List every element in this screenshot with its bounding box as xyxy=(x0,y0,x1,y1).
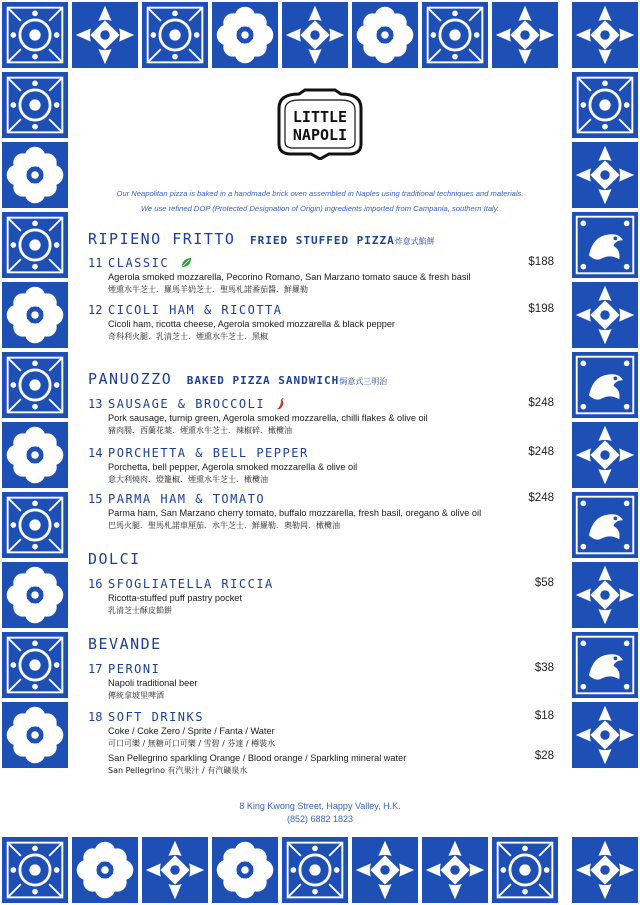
section-subtitle: FRIED STUFFED PIZZA xyxy=(249,234,395,247)
item-number: 13 xyxy=(88,397,103,411)
footer xyxy=(70,800,570,826)
item-price: $18 xyxy=(534,710,554,722)
item-name-text: SAUSAGE & BROCCOLI xyxy=(108,397,266,411)
item-description: Ricotta-stuffed puff pastry pocket xyxy=(108,593,242,603)
bird-tile xyxy=(570,210,640,280)
item-name: PORCHETTA & BELL PEPPER xyxy=(108,446,309,460)
lace-tile xyxy=(420,0,490,70)
item-description: Parma ham, San Marzano cherry tomato, buffalo mozzarella, fresh basil, oregano & olive oil xyxy=(108,508,482,518)
flower-tile xyxy=(0,280,70,350)
item-name: SFOGLIATELLA RICCIA xyxy=(108,577,274,591)
lace-tile xyxy=(0,70,70,140)
flower-tile xyxy=(0,420,70,490)
bird-tile xyxy=(570,490,640,560)
lace-tile xyxy=(490,835,560,905)
item-number: 12 xyxy=(88,303,103,317)
item-price: $58 xyxy=(534,577,554,589)
section-title-text: BEVANDE xyxy=(88,635,162,653)
flower-tile xyxy=(70,835,140,905)
lace-tile xyxy=(0,835,70,905)
item-name: SOFT DRINKS xyxy=(108,710,204,724)
cross-tile xyxy=(140,835,210,905)
item-description-zh-2: San Pellegrino 有汽果汁 / 有汽礦泉水 xyxy=(108,766,248,775)
item-name-text: CLASSIC xyxy=(108,256,170,270)
item-number: 15 xyxy=(88,492,103,506)
section-title-bevande xyxy=(88,635,162,653)
section-title-panuozzo xyxy=(88,370,387,388)
section-title-dolci xyxy=(88,550,141,568)
lace-tile xyxy=(0,0,70,70)
section-title-zh: 炸意式餡餅 xyxy=(394,237,435,246)
lace-tile xyxy=(0,630,70,700)
item-description-zh: 奇科利火腿．乳清芝士．煙熏水牛芝士．黑椒 xyxy=(108,332,268,341)
footer-phone: (852) 6882 1823 xyxy=(286,814,354,824)
item-price: $188 xyxy=(528,256,554,268)
item-price: $248 xyxy=(528,446,554,458)
lace-tile xyxy=(140,0,210,70)
lace-tile xyxy=(0,490,70,560)
item-price: $198 xyxy=(528,303,554,315)
item-description-zh: 傳統拿坡里啤酒 xyxy=(108,691,164,700)
item-number: 17 xyxy=(88,662,103,676)
intro-line-1: Our Neapolitan pizza is baked in a handmade brick oven assembled in Naples using traditional techniques and materials. xyxy=(116,189,524,198)
lace-tile xyxy=(0,350,70,420)
item-description: Cicoli ham, ricotta cheese, Agerola smoked mozzarella & black pepper xyxy=(108,319,395,329)
cross-tile xyxy=(570,420,640,490)
cross-tile xyxy=(570,0,640,70)
flower-tile xyxy=(0,700,70,770)
item-description: Porchetta, bell pepper, Agerola smoked mozzarella & olive oil xyxy=(108,462,358,472)
lace-tile xyxy=(570,70,640,140)
item-description-zh: 煙熏水牛芝士．羅馬羊奶芝士．聖馬札諾番茄醬．鮮羅勒 xyxy=(108,285,308,294)
cross-tile xyxy=(570,140,640,210)
item-name: PARMA HAM & TOMATO xyxy=(108,492,266,506)
item-number: 14 xyxy=(88,446,103,460)
cross-tile xyxy=(570,835,640,905)
flower-tile xyxy=(210,0,280,70)
lace-tile xyxy=(0,210,70,280)
section-subtitle: BAKED PIZZA SANDWICH xyxy=(186,374,340,387)
section-title-ripieno xyxy=(88,230,435,248)
item-price: $248 xyxy=(528,492,554,504)
cross-tile xyxy=(570,700,640,770)
flower-tile xyxy=(350,0,420,70)
little-napoli-logo xyxy=(269,88,371,160)
item-description: Pork sausage, turnip green, Agerola smoked mozzarella, chilli flakes & olive oil xyxy=(108,413,428,423)
item-number: 18 xyxy=(88,710,103,724)
item-description-zh: 巴馬火腿．聖馬札諾車厘茄．水牛芝士．鮮羅勒．奧勒岡．橄欖油 xyxy=(108,521,340,530)
item-name: CICOLI HAM & RICOTTA xyxy=(108,303,283,317)
item-number: 11 xyxy=(88,256,103,270)
lace-tile xyxy=(280,835,350,905)
item-description-zh: 乳清芝士酥皮餡餅 xyxy=(108,606,172,615)
section-title-text: RIPIENO FRITTO xyxy=(88,230,236,248)
section-title-text: DOLCI xyxy=(88,550,141,568)
item-name xyxy=(108,397,286,411)
item-price: $248 xyxy=(528,397,554,409)
item-description: Agerola smoked mozzarella, Pecorino Romano, San Marzano tomato sauce & fresh basil xyxy=(108,272,471,282)
cross-tile xyxy=(350,835,420,905)
item-price-2: $28 xyxy=(534,750,554,762)
cross-tile xyxy=(280,0,350,70)
section-title-zh: 焗意式三明治 xyxy=(339,377,388,386)
item-description: Coke / Coke Zero / Sprite / Fanta / Water xyxy=(108,726,275,736)
cross-tile xyxy=(570,280,640,350)
item-name: PERONI xyxy=(108,662,161,676)
footer-address: 8 King Kwong Street, Happy Valley, H.K. xyxy=(239,801,401,811)
item-description-zh: 意大利燒肉．燈籠椒．煙熏水牛芝士．橄欖油 xyxy=(108,475,268,484)
item-price: $38 xyxy=(534,662,554,674)
leaf-icon xyxy=(181,257,192,268)
item-description-zh: 可口可樂 / 無糖可口可樂 / 雪碧 / 芬達 / 樽裝水 xyxy=(108,739,276,748)
bird-tile xyxy=(570,350,640,420)
logo-line2: NAPOLI xyxy=(292,126,348,144)
intro-line-2: We use refined DOP (Protected Designation of Origin) ingredients imported from Campania, southern Italy. xyxy=(140,204,500,213)
flower-tile xyxy=(210,835,280,905)
section-title-text: PANUOZZO xyxy=(88,370,173,388)
flower-tile xyxy=(0,140,70,210)
item-description-2: San Pellegrino sparkling Orange / Blood orange / Sparkling mineral water xyxy=(108,753,407,763)
item-number: 16 xyxy=(88,577,103,591)
logo-line1: LITTLE xyxy=(292,108,348,126)
cross-tile xyxy=(70,0,140,70)
item-description-zh: 豬肉腸．西蘭花葉．煙熏水牛芝士．辣椒碎．橄欖油 xyxy=(108,426,292,435)
flower-tile xyxy=(0,560,70,630)
cross-tile xyxy=(570,560,640,630)
bird-tile xyxy=(570,630,640,700)
intro-text xyxy=(70,186,570,216)
item-name xyxy=(108,256,192,270)
cross-tile xyxy=(490,0,560,70)
cross-tile xyxy=(420,835,490,905)
menu-panel xyxy=(70,70,570,835)
chilli-icon xyxy=(276,398,286,410)
item-description: Napoli traditional beer xyxy=(108,678,198,688)
